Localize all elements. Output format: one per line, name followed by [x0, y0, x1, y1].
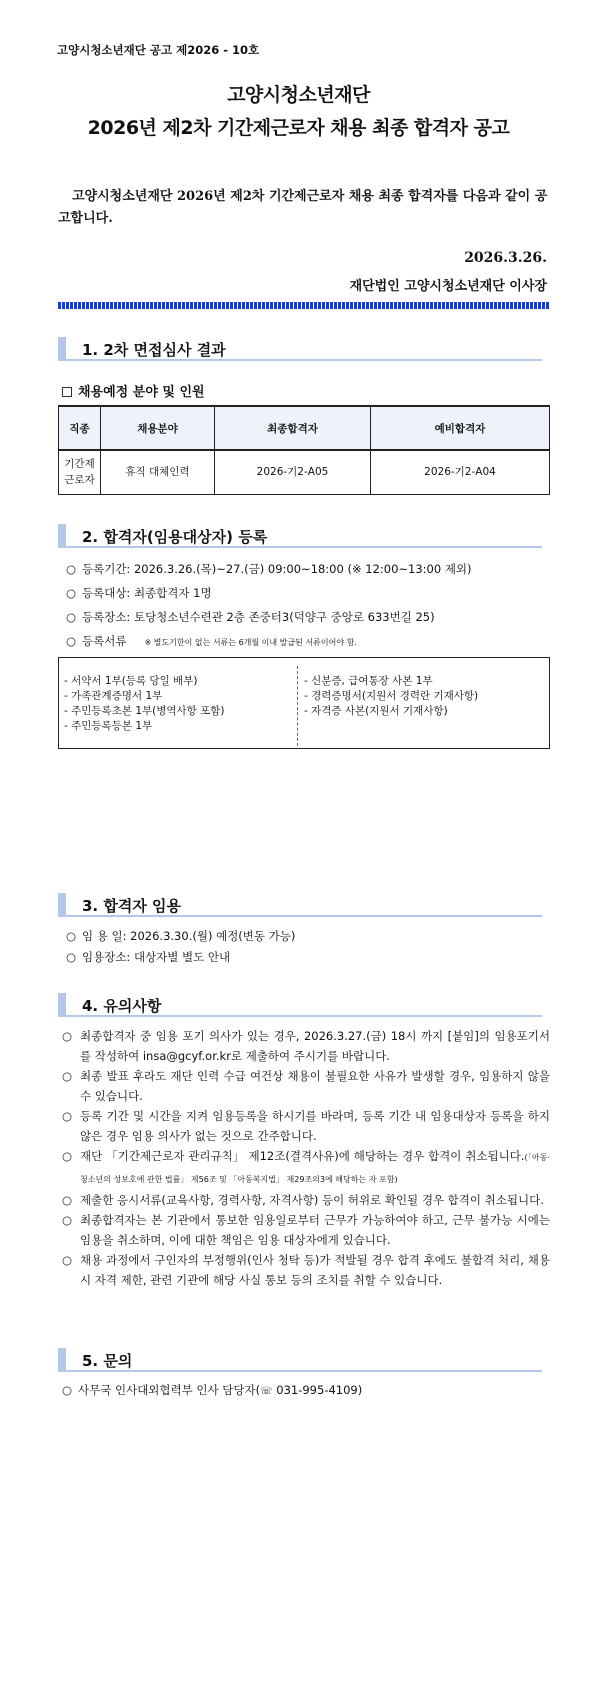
document-number: 고양시청소년재단 공고 제2026 - 10호 — [57, 43, 260, 57]
appointment-place-text: 임용장소: 대상자별 별도 안내 — [82, 950, 231, 964]
header-type: 직종 — [59, 406, 101, 450]
table-header-row — [59, 406, 550, 450]
doc-item: - 주민등록등본 1부 — [64, 720, 153, 732]
notes-list — [62, 1026, 550, 1290]
doc-item: - 주민등록초본 1부(병역사항 포함) — [64, 705, 225, 717]
section3-heading — [58, 893, 542, 917]
subtitle-text: 채용예정 분야 및 인원 — [78, 385, 205, 400]
note-text: 제출한 응시서류(교육사항, 경력사항, 자격사항) 등이 허위로 확인될 경우 합격이 취소됩니다. — [80, 1193, 544, 1207]
type-line1: 기간제 — [64, 458, 95, 471]
list-item — [62, 1146, 550, 1190]
circle-bullet-icon: ○ — [62, 1253, 73, 1267]
circle-bullet-icon: ○ — [66, 610, 77, 624]
announcement-date: 2026.3.26. — [464, 250, 547, 266]
registration-docs — [66, 633, 357, 649]
appointment-date-text: 임 용 일: 2026.3.30.(월) 예정(변동 가능) — [82, 929, 296, 943]
circle-bullet-icon: ○ — [62, 1213, 73, 1227]
list-item — [62, 1210, 550, 1250]
page-title: 2026년 제2차 기간제근로자 채용 최종 합격자 공고 — [87, 117, 510, 139]
registration-target — [66, 585, 212, 601]
cell-final: 2026-기2-A05 — [215, 450, 371, 494]
note-text: 최종합격자는 본 기관에서 통보한 임용일로부터 근무가 가능하여야 하고, 근무 불가능 시에는 임용을 취소하며, 이에 대한 책임은 임용 대상자에게 있습니다. — [80, 1213, 550, 1247]
section4-heading — [58, 993, 542, 1017]
list-item — [62, 1250, 550, 1290]
list-item — [62, 1190, 550, 1210]
page-title-org: 고양시청소년재단 — [227, 84, 370, 106]
list-item — [62, 1066, 550, 1106]
contact-prefix: 사무국 인사대외협력부 인사 담당자( — [78, 1383, 261, 1397]
doc-item: - 서약서 1부(등록 당일 배부) — [64, 675, 198, 687]
note-text: 최종 발표 후라도 재단 인력 수급 여건상 채용이 불필요한 사유가 발생할 경우, 임용하지 않을 수 있습니다. — [80, 1069, 550, 1103]
phone-icon: ☏ — [260, 1386, 273, 1397]
required-documents-box — [58, 657, 550, 749]
docs-label: 등록서류 — [82, 634, 127, 648]
docs-note: ※ 별도기한이 없는 서류는 6개월 이내 발급된 서류이어야 함. — [144, 638, 357, 647]
contact-phone[interactable]: 031-995-4109 — [276, 1383, 358, 1397]
registration-period — [66, 561, 472, 577]
circle-bullet-icon: ○ — [62, 1109, 73, 1123]
issuer: 재단법인 고양시청소년재단 이사장 — [349, 279, 547, 294]
table-row — [59, 450, 550, 494]
circle-bullet-icon: ○ — [66, 634, 77, 648]
circle-bullet-icon: ○ — [66, 929, 77, 943]
docs-right-column — [304, 674, 478, 719]
period-text: 등록기간: 2026.3.26.(목)~27.(금) 09:00~18:00 (※ 12:00~13:00 제외) — [82, 562, 472, 576]
section-marker — [58, 524, 66, 548]
section5-heading — [58, 1348, 542, 1372]
registration-place — [66, 609, 435, 625]
appointment-date — [66, 928, 295, 944]
section1-heading — [58, 337, 542, 361]
section-marker — [58, 893, 66, 917]
list-item — [62, 1106, 550, 1146]
doc-item: - 가족관계증명서 1부 — [64, 690, 163, 702]
doc-item: - 신분증, 급여통장 사본 1부 — [304, 675, 433, 687]
doc-item: - 자격증 사본(지원서 기재사항) — [304, 705, 448, 717]
cell-type — [59, 450, 101, 494]
list-item — [62, 1026, 550, 1066]
section5-title: 5. 문의 — [82, 1352, 133, 1370]
intro-text: 고양시청소년재단 2026년 제2차 기간제근로자 채용 최종 합격자를 다음과 같이 공고합니다. — [58, 189, 548, 226]
cell-field: 휴직 대체인력 — [101, 450, 215, 494]
circle-bullet-icon: ○ — [62, 1193, 73, 1207]
note-text: 재단 「기간제근로자 관리규칙」 제12조(결격사유)에 해당하는 경우 합격이 취소됩니다. — [80, 1149, 525, 1163]
note-text: 채용 과정에서 구인자의 부정행위(인사 청탁 등)가 적발될 경우 합격 후에도 불합격 처리, 채용 시 자격 제한, 관련 기관에 해당 사실 통보 등의 조치를 취할 수 있습니다. — [80, 1253, 550, 1287]
section2-heading — [58, 524, 542, 548]
header-field: 채용분야 — [101, 406, 215, 450]
type-line2: 근로자 — [64, 474, 95, 487]
section4-title: 4. 유의사항 — [82, 997, 162, 1015]
doc-item: - 경력증명서(지원서 경력란 기재사항) — [304, 690, 479, 702]
circle-bullet-icon: ○ — [62, 1383, 73, 1397]
header-divider — [58, 302, 550, 309]
note-text: 등록 기간 및 시간을 지켜 임용등록을 하시기를 바라며, 등록 기간 내 임용대상자 등록을 하지 않은 경우 임용 의사가 없는 것으로 간주합니다. — [80, 1109, 550, 1143]
checkbox-square-icon — [62, 387, 72, 397]
section1-title: 1. 2차 면접심사 결과 — [82, 341, 226, 359]
cell-reserve: 2026-기2-A04 — [371, 450, 550, 494]
contact-info — [62, 1382, 362, 1398]
circle-bullet-icon: ○ — [62, 1069, 73, 1083]
target-text: 등록대상: 최종합격자 1명 — [82, 586, 212, 600]
note-footnote: (「아동·청소년의 성보호에 관한 법률」 제56조 및 「아동복지법」 제29조의3에 해당하는 자 포함) — [80, 1153, 550, 1184]
section-marker — [58, 337, 66, 361]
place-text: 등록장소: 토당청소년수련관 2층 존중터3(덕양구 중앙로 633번길 25) — [82, 610, 435, 624]
section-marker — [58, 993, 66, 1017]
docs-left-column — [64, 674, 225, 734]
section-marker — [58, 1348, 66, 1372]
contact-suffix: ) — [357, 1383, 363, 1397]
appointment-place — [66, 949, 230, 965]
note-text: 최종합격자 중 임용 포기 의사가 있는 경우, 2026.3.27.(금) 18시 까지 [붙임]의 임용포기서를 작성하여 insa@gcyf.or.kr로 제출하여 주시기를 바랍니다. — [80, 1029, 550, 1063]
circle-bullet-icon: ○ — [66, 586, 77, 600]
section3-title: 3. 합격자 임용 — [82, 897, 182, 915]
header-reserve: 예비합격자 — [371, 406, 550, 450]
circle-bullet-icon: ○ — [66, 562, 77, 576]
column-divider — [297, 666, 298, 746]
header-final: 최종합격자 — [215, 406, 371, 450]
circle-bullet-icon: ○ — [62, 1149, 73, 1163]
section1-subtitle — [62, 381, 205, 400]
circle-bullet-icon: ○ — [62, 1029, 73, 1043]
recruitment-table — [58, 405, 550, 495]
section2-title: 2. 합격자(임용대상자) 등록 — [82, 528, 268, 546]
circle-bullet-icon: ○ — [66, 950, 77, 964]
